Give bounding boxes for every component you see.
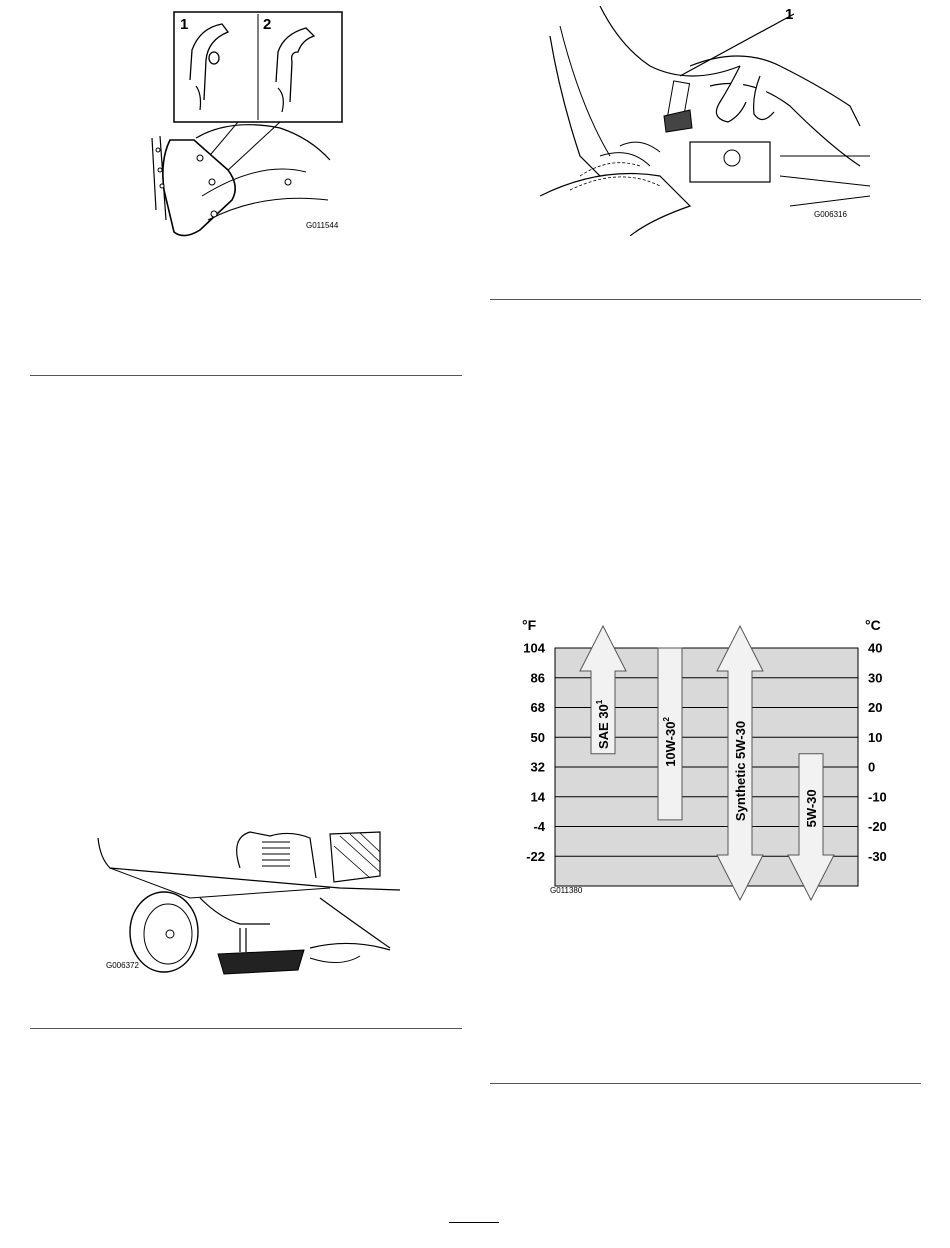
left-tick-label: 32 <box>530 759 545 775</box>
left-tick-label: 14 <box>530 789 545 805</box>
right-tick-label: -30 <box>868 848 887 864</box>
left-tick-label: 50 <box>530 729 545 745</box>
oil-viscosity-chart <box>500 610 900 910</box>
right-tick-label: -20 <box>868 819 887 834</box>
right-tick-label: 10 <box>868 729 883 745</box>
figure-code: G006372 <box>106 961 139 970</box>
right-tick-label: -10 <box>868 789 887 805</box>
section-divider <box>490 1083 921 1084</box>
footer-rule <box>449 1222 499 1223</box>
figure-code: G011544 <box>306 221 339 230</box>
right-unit-label: °C <box>865 617 881 633</box>
right-tick-label: 30 <box>868 670 883 686</box>
figure-top-left <box>130 10 370 250</box>
series-label: SAE $30^1$ <box>595 699 611 750</box>
figure-code: G011380 <box>550 886 583 895</box>
callout-1: 1 <box>785 6 794 23</box>
callout-2: 2 <box>263 16 272 33</box>
left-tick-label: 68 <box>530 700 545 715</box>
series-label: 5W-30 <box>804 789 819 828</box>
figure-code: G006316 <box>814 210 847 219</box>
left-unit-label: °F <box>522 617 537 633</box>
chart-svg <box>500 610 900 910</box>
figure-bottom-left <box>90 828 400 978</box>
left-tick-label: -4 <box>533 819 545 834</box>
oil-dipstick-illustration <box>540 6 870 236</box>
left-tick-label: 104 <box>523 640 545 656</box>
figure-top-right <box>540 6 870 236</box>
left-tick-label: -22 <box>526 848 545 864</box>
blade-illustration <box>130 10 370 250</box>
section-divider <box>490 299 921 300</box>
left-tick-label: 86 <box>530 670 545 686</box>
right-tick-label: 40 <box>868 640 883 656</box>
callout-1: 1 <box>180 16 189 33</box>
section-divider <box>30 375 462 376</box>
series-label: $10W-30^2$ <box>662 717 678 767</box>
oil-drain-illustration <box>90 828 400 978</box>
right-tick-label: 0 <box>868 759 876 775</box>
right-tick-label: 20 <box>868 700 883 715</box>
series-label: Synthetic 5W-30 <box>733 720 748 822</box>
section-divider <box>30 1028 462 1029</box>
